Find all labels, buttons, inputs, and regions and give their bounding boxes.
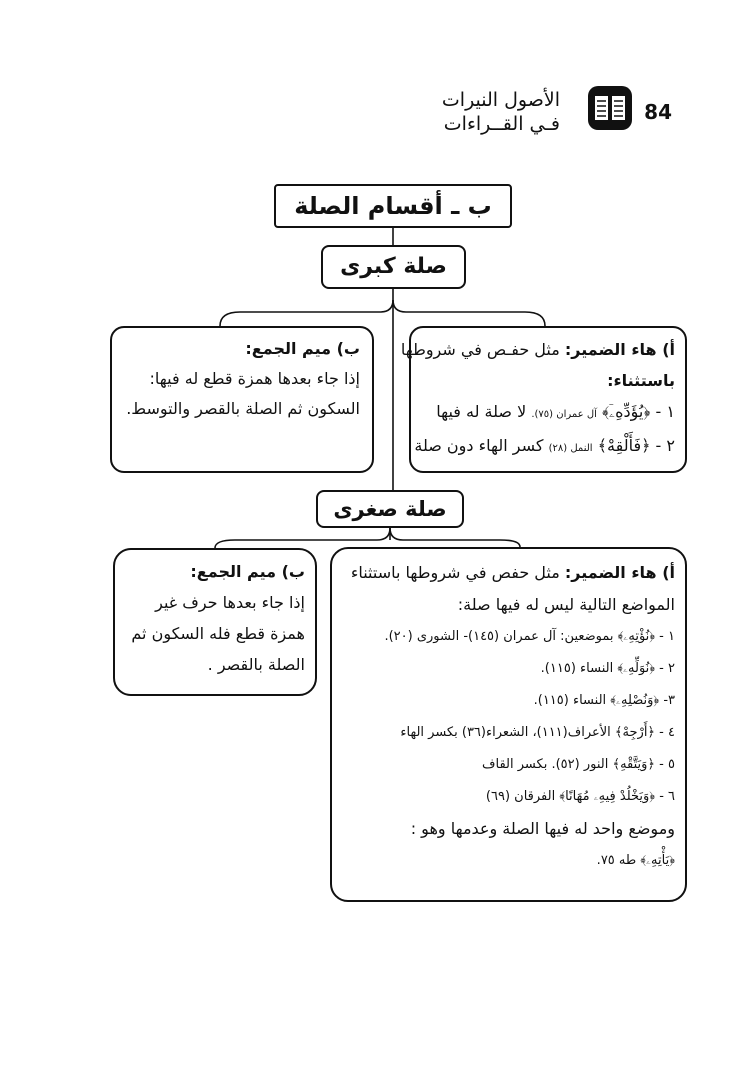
sughra-item-2: ٢ - ﴿نُوَلِّهِۦ﴾ النساء (١١٥). (540, 661, 675, 676)
sughra-item-4: ٤ - ﴿أَرْجِهْ﴾ الأعراف(١١١)، الشعراء(٣٦) بكسر الهاء (400, 725, 675, 740)
kubra-ha-item1 (421, 396, 675, 430)
kubra-ha-line1-text: مثل حفـص في شروطها (400, 340, 560, 359)
sughra-ha-line-final: ﴿يَأْتِهِۦ﴾ طه ٧٥. (596, 853, 675, 868)
sughra-mim-jam-box (113, 548, 317, 696)
sughra-ha-damir-box (330, 547, 687, 902)
kubra-ha-item1-note: لا صلة له فيها (436, 402, 527, 421)
kubra-ha-item1-word: ١ - ﴿يُؤَدِّهِۦٓ﴾ (601, 402, 675, 421)
book-title-line2: فـي القــراءات (443, 113, 560, 135)
sila-sughra-label: صلة صغرى (316, 490, 464, 528)
kubra-ha-heading: أ) هاء الضمير: (564, 340, 675, 359)
kubra-ha-item2-word: ٢ - ﴿فَأَلْقِهْ﴾ (597, 436, 675, 455)
kubra-mim-line2: السكون ثم الصلة بالقصر والتوسط. (126, 399, 360, 418)
kubra-ha-item2-ref: النمل (٢٨) (548, 443, 593, 454)
kubra-ha-line1 (400, 334, 675, 365)
sughra-item-5: ٥ - ﴿وَيَتَّقْهِ﴾ النور (٥٢). بكسر القاف (482, 757, 675, 772)
sughra-ha-line2: المواضع التالية ليس له فيها صلة: (457, 595, 675, 614)
kubra-mim-heading: ب) ميم الجمع: (245, 339, 360, 358)
sughra-item-6: ٦ - ﴿وَيَخْلُدْ فِيهِۦ مُهَانًا﴾ الفرقان (٦٩) (485, 789, 675, 804)
kubra-ha-item2 (414, 430, 675, 464)
kubra-mim-line1: إذا جاء بعدها همزة قطع له فيها: (149, 369, 360, 388)
book-title (380, 88, 560, 136)
sughra-mim-line3: الصلة بالقصر . (207, 655, 305, 674)
kubra-mim-jam-box (110, 326, 374, 473)
sila-kubra-label: صلة كبرى (321, 245, 466, 289)
kubra-ha-damir-box (400, 326, 687, 473)
sughra-mim-line1: إذا جاء بعدها حرف غير (155, 593, 305, 612)
sughra-mim-line2: همزة قطع فله السكون ثم (131, 624, 305, 643)
kubra-ha-item2-note: كسر الهاء دون صلة (414, 436, 544, 455)
page-number: 84 (644, 100, 672, 124)
sughra-item-1: ١ - ﴿نُؤْتِهِۦ﴾ بموضعين: آل عمران (١٤٥)- الشورى (٢٠). (384, 629, 675, 644)
kubra-ha-line2: باستثناء: (607, 371, 675, 390)
sughra-item-3: ٣- ﴿وَنُصْلِهِۦ﴾ النساء (١١٥). (533, 693, 675, 708)
section-title: ب ـ أقسام الصلة (274, 184, 512, 228)
sughra-ha-heading: أ) هاء الضمير: (564, 563, 675, 582)
sughra-ha-line1-text: مثل حفص في شروطها باستثناء (350, 563, 560, 582)
book-title-line1: الأصول النيرات (441, 89, 560, 111)
kubra-ha-item1-ref: آل عمران (٧٥). (531, 409, 597, 420)
sughra-ha-line-last: وموضع واحد له فيها الصلة وعدمها وهو : (410, 819, 675, 838)
open-book-icon (586, 84, 634, 132)
sughra-ha-line1 (342, 557, 675, 589)
sughra-mim-heading: ب) ميم الجمع: (190, 562, 305, 581)
